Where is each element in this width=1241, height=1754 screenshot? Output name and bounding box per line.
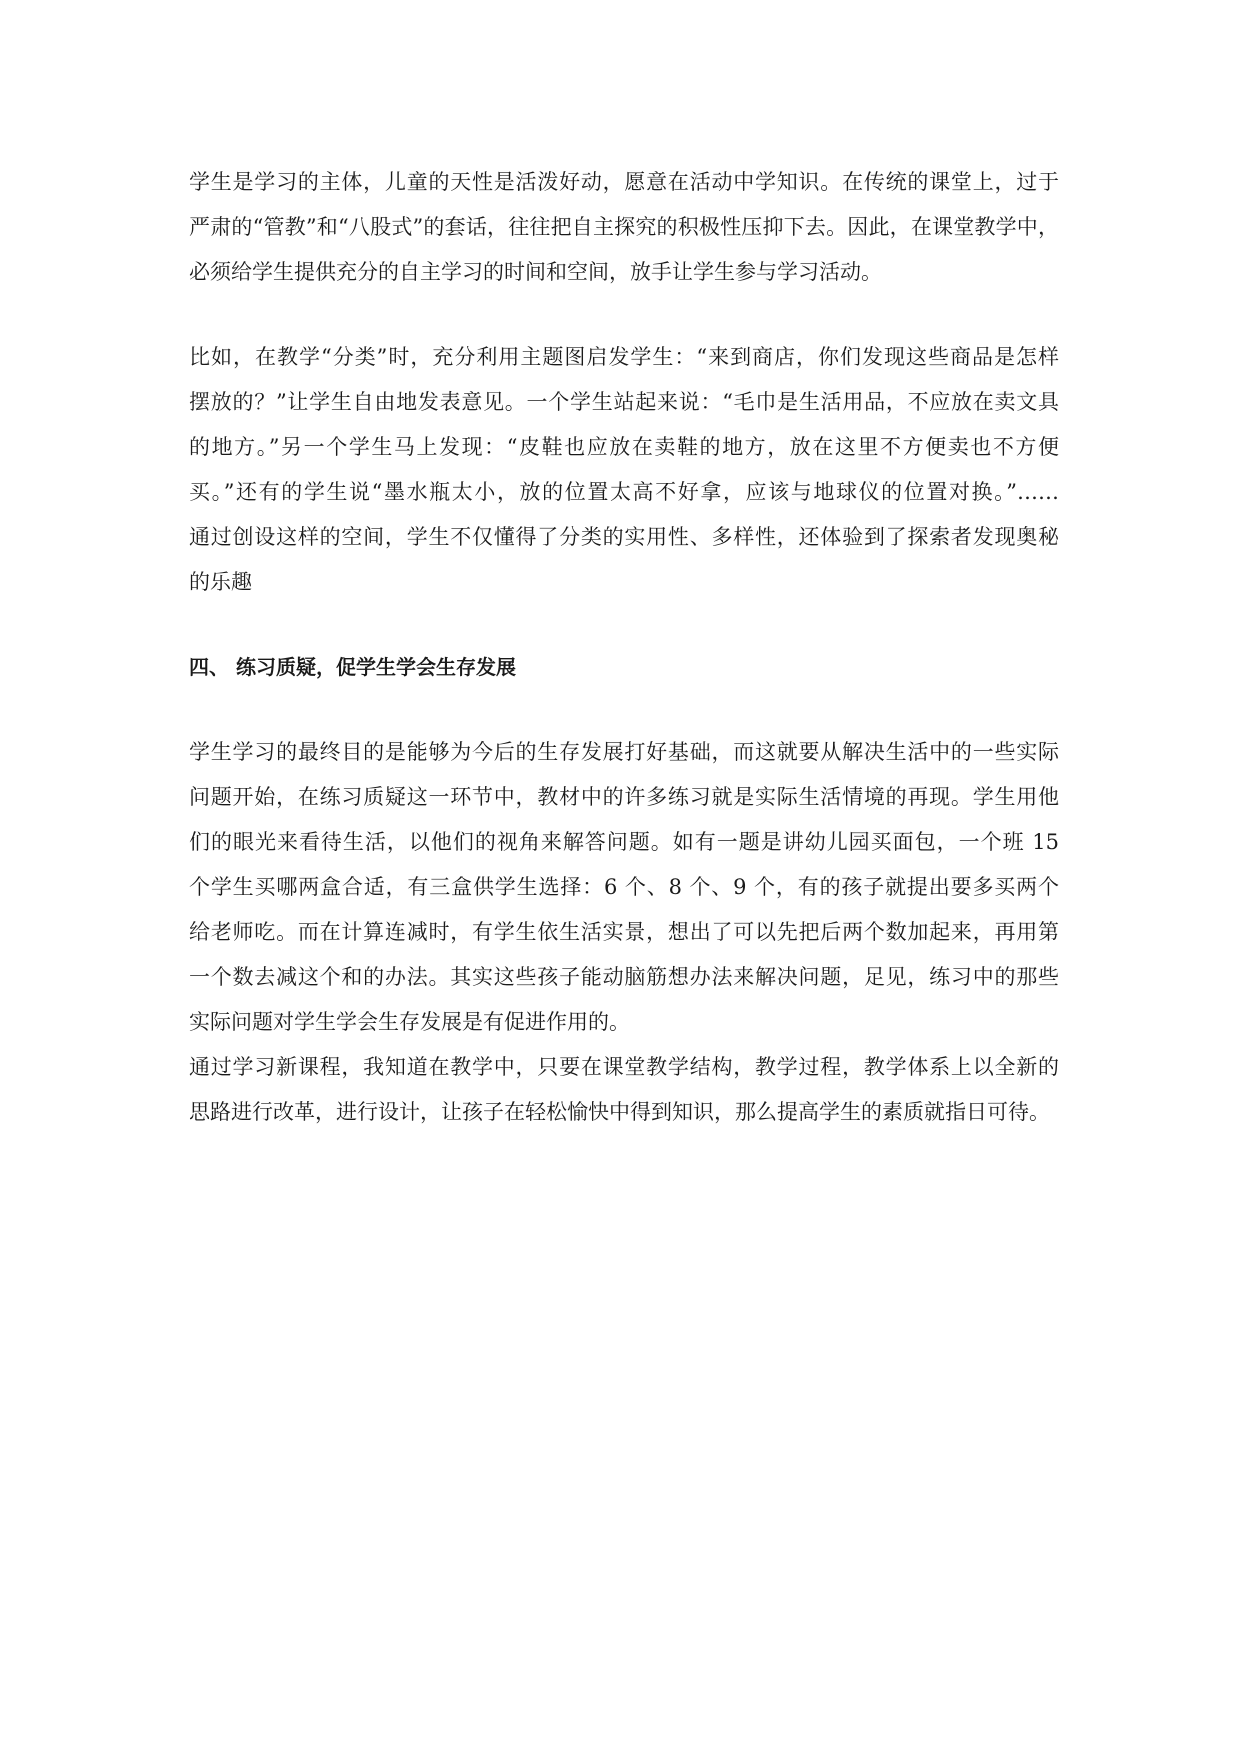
text-line: 比如，在教学“分类”时，充分利用主题图启发学生：“来到商店，你们发现这些商品是怎样 <box>189 345 1059 369</box>
text-line: 摆放的？”让学生自由地发表意见。一个学生站起来说：“毛巾是生活用品，不应放在卖文具 <box>189 390 1059 414</box>
section-heading: 四、 练习质疑，促学生学会生存发展 <box>189 655 516 679</box>
paragraph-conclusion <box>189 1045 1059 1135</box>
text-line: 通过创设这样的空间，学生不仅懂得了分类的实用性、多样性，还体验到了探索者发现奥秘 <box>189 525 1059 549</box>
document-page <box>189 160 1059 1135</box>
text-line: 必须给学生提供充分的自主学习的时间和空间，放手让学生参与学习活动。 <box>189 260 882 284</box>
text-line: 学生学习的最终目的是能够为今后的生存发展打好基础，而这就要从解决生活中的一些实际 <box>189 740 1059 764</box>
text-line: 问题开始，在练习质疑这一环节中，教材中的许多练习就是实际生活情境的再现。学生用他 <box>189 785 1059 809</box>
text-line: 一个数去减这个和的办法。其实这些孩子能动脑筋想办法来解决问题，足见，练习中的那些 <box>189 965 1059 989</box>
paragraph-student-subject <box>189 160 1059 295</box>
text-line: 给老师吃。而在计算连减时，有学生依生活实景，想出了可以先把后两个数加起来，再用第 <box>189 920 1059 944</box>
text-line: 严肃的“管教”和“八股式”的套话，往往把自主探究的积极性压抑下去。因此，在课堂教学中， <box>189 215 1059 239</box>
text-line: 实际问题对学生学会生存发展是有促进作用的。 <box>189 1010 630 1034</box>
text-line: 的地方。”另一个学生马上发现：“皮鞋也应放在卖鞋的地方，放在这里不方便卖也不方便 <box>189 435 1059 459</box>
text-line: 买。”还有的学生说“墨水瓶太小，放的位置太高不好拿，应该与地球仪的位置对换。”…… <box>189 480 1059 504</box>
text-line: 个学生买哪两盒合适，有三盒供学生选择：6 个、8 个、9 个，有的孩子就提出要多买两个 <box>189 875 1059 899</box>
paragraph-classification-example <box>189 335 1059 605</box>
text-line: 学生是学习的主体，儿童的天性是活泼好动，愿意在活动中学知识。在传统的课堂上，过于 <box>189 170 1059 194</box>
paragraph-practice-questioning <box>189 730 1059 1045</box>
text-line: 通过学习新课程，我知道在教学中，只要在课堂教学结构，教学过程，教学体系上以全新的 <box>189 1055 1059 1079</box>
text-line: 思路进行改革，进行设计，让孩子在轻松愉快中得到知识，那么提高学生的素质就指日可待。 <box>189 1100 1050 1124</box>
text-line: 们的眼光来看待生活，以他们的视角来解答问题。如有一题是讲幼儿园买面包，一个班 15 <box>189 830 1059 854</box>
text-line: 的乐趣 <box>189 570 252 594</box>
